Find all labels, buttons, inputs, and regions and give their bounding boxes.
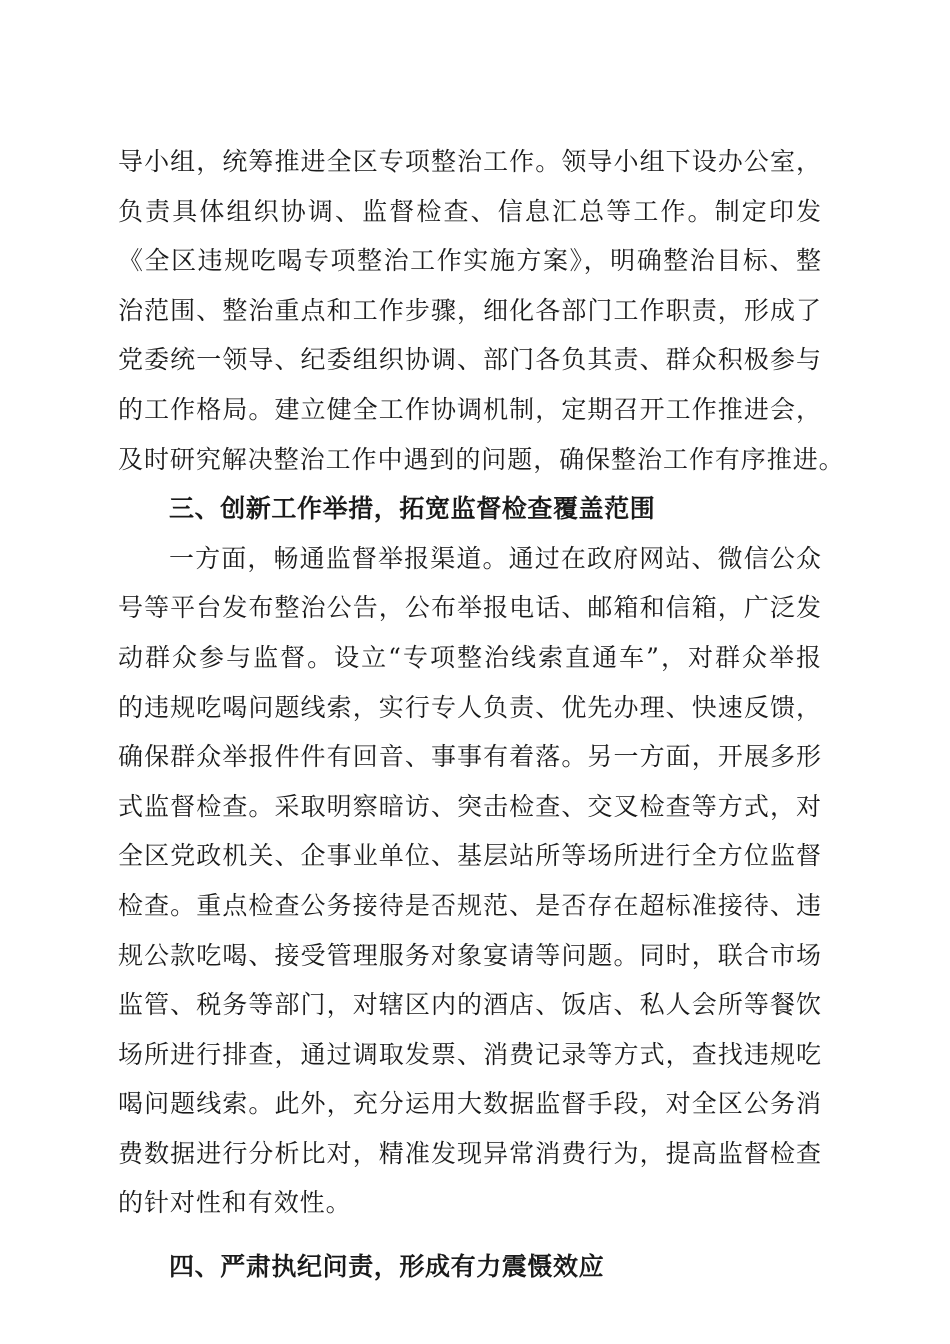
paragraph-line: 确保群众举报件件有回音、事事有着落。另一方面，开展多形	[118, 742, 822, 772]
paragraph-line: 规公款吃喝、接受管理服务对象宴请等问题。同时，联合市场	[118, 940, 822, 970]
document-body	[118, 137, 845, 1292]
paragraph-line: 党委统一领导、纪委组织协调、部门各负其责、群众积极参与	[118, 345, 822, 375]
paragraph-line: 全区党政机关、企事业单位、基层站所等场所进行全方位监督	[118, 841, 822, 871]
paragraph-supervision-measures	[118, 534, 822, 1228]
paragraph-line: 的违规吃喝问题线索，实行专人负责、优先办理、快速反馈，	[118, 692, 822, 722]
paragraph-line: 一方面，畅通监督举报渠道。通过在政府网站、微信公众	[169, 543, 822, 573]
paragraph-line: 喝问题线索。此外，充分运用大数据监督手段，对全区公务消	[118, 1089, 822, 1119]
section-heading-4: 四、严肃执纪问责，形成有力震慑效应	[169, 1252, 605, 1282]
paragraph-line: 负责具体组织协调、监督检查、信息汇总等工作。制定印发	[118, 196, 822, 226]
paragraph-line: 及时研究解决整治工作中遇到的问题，确保整治工作有序推进。	[118, 444, 845, 474]
paragraph-line: 费数据进行分析比对，精准发现异常消费行为，提高监督检查	[118, 1138, 822, 1168]
paragraph-work-mechanism	[118, 137, 845, 484]
paragraph-line: 的工作格局。建立健全工作协调机制，定期召开工作推进会，	[118, 394, 822, 424]
paragraph-line: 式监督检查。采取明察暗访、突击检查、交叉检查等方式，对	[118, 791, 822, 821]
paragraph-line: 导小组，统筹推进全区专项整治工作。领导小组下设办公室，	[118, 147, 822, 176]
paragraph-gap	[118, 1228, 822, 1242]
paragraph-line: 检查。重点检查公务接待是否规范、是否存在超标准接待、违	[118, 890, 822, 920]
paragraph-line: 治范围、整治重点和工作步骤，细化各部门工作职责，形成了	[118, 295, 822, 325]
section-heading-3: 三、创新工作举措，拓宽监督检查覆盖范围	[169, 494, 656, 524]
paragraph-line: 的针对性和有效性。	[118, 1188, 352, 1218]
paragraph-line: 场所进行排查，通过调取发票、消费记录等方式，查找违规吃	[118, 1039, 822, 1069]
paragraph-line: 号等平台发布整治公告，公布举报电话、邮箱和信箱，广泛发	[118, 593, 822, 623]
paragraph-line: 《全区违规吃喝专项整治工作实施方案》，明确整治目标、整	[118, 246, 822, 276]
paragraph-line: 动群众参与监督。设立“专项整治线索直通车”，对群众举报	[118, 642, 822, 672]
paragraph-line: 监管、税务等部门，对辖区内的酒店、饭店、私人会所等餐饮	[118, 990, 822, 1020]
